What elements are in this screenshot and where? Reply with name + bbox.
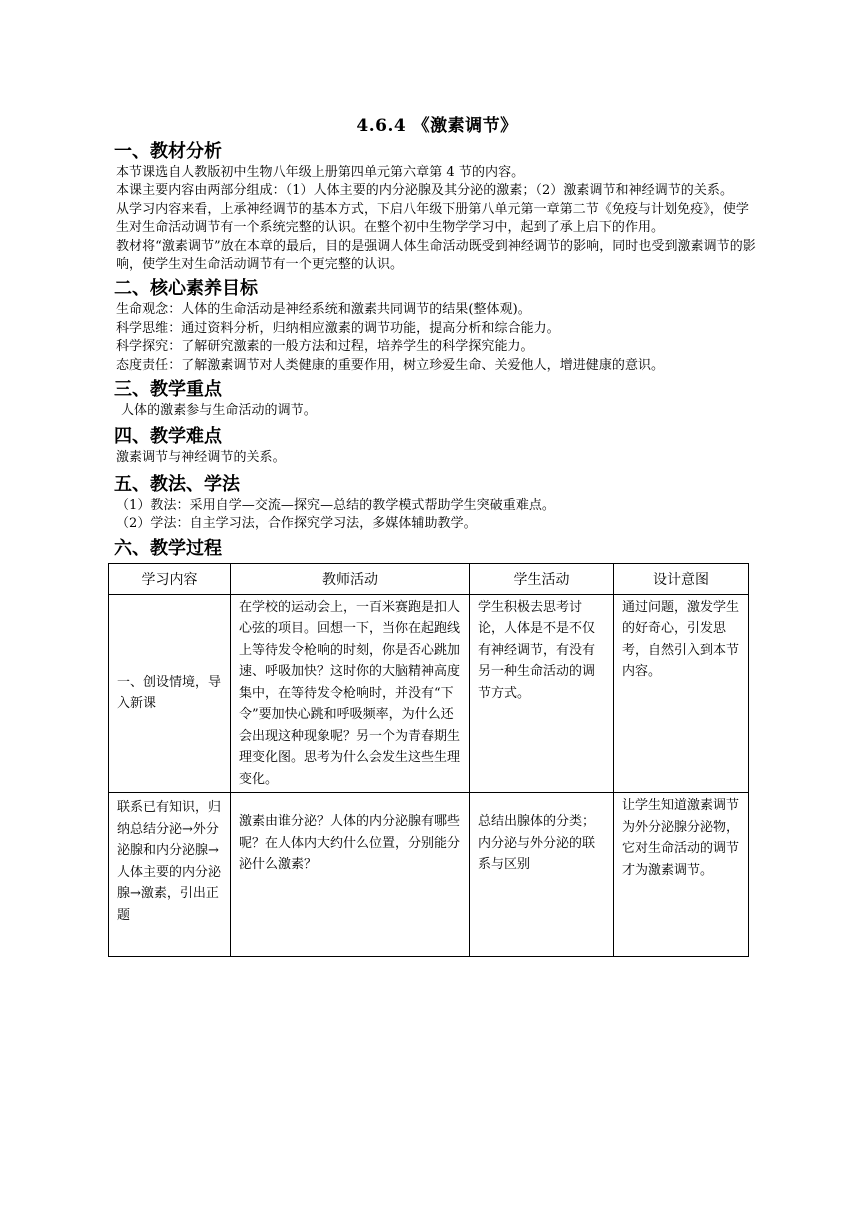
paragraph: （2）学法：自主学习法，合作探究学习法，多媒体辅助教学。	[116, 516, 477, 532]
paragraph: 教材将“激素调节”放在本章的最后，目的是强调人体生命活动既受到神经调节的影响，同时也受到激素调节的影响，使学生对生命活动调节有一个更完整的认识。	[116, 238, 756, 273]
table-cell-teacher: 激素由谁分泌？人体的内分泌腺有哪些呢？在人体内大约什么位置，分别能分泌什么激素？	[231, 793, 470, 957]
paragraph: 人体的激素参与生命活动的调节。	[121, 403, 317, 419]
paragraph: 本课主要内容由两部分组成：（1）人体主要的内分泌腺及其分泌的激素；（2）激素调节和神经调节的关系。	[116, 183, 733, 199]
table-row	[109, 793, 749, 957]
column-header: 教师活动	[231, 563, 470, 594]
section-heading-key-points: 三、教学重点	[114, 379, 222, 401]
paragraph: 态度责任：了解激素调节对人类健康的重要作用，树立珍爱生命、关爱他人，增进健康的意识。	[116, 357, 665, 373]
paragraph: （1）教法：采用自学—交流—探究—总结的教学模式帮助学生突破重难点。	[116, 497, 555, 513]
teaching-process-table	[108, 563, 749, 958]
section-heading-teaching-process: 六、教学过程	[114, 537, 222, 559]
table-cell-teacher: 在学校的运动会上，一百米赛跑是扣人心弦的项目。回想一下，当你在起跑线上等待发令枪响的时刻，你是否心跳加速、呼吸加快？这时你的大脑精神高度集中，在等待发令枪响时，并没有“下令”要加快心跳和呼吸频率，为什么还会出现这种现象呢？另一个为青春期生理变化图。思考为什么会发生这些生理变化。	[231, 594, 470, 793]
section-heading-textbook-analysis: 一、教材分析	[114, 141, 222, 162]
table-row	[109, 594, 749, 793]
table-cell-student: 学生积极去思考讨论，人体是不是不仅有神经调节，有没有另一种生命活动的调节方式。	[470, 594, 614, 793]
column-header: 学生活动	[470, 563, 614, 594]
table-cell-content: 一、创设情境，导入新课	[109, 594, 231, 793]
section-heading-difficult-points: 四、教学难点	[114, 426, 222, 448]
document-page	[116, 112, 756, 957]
paragraph: 生命观念：人体的生命活动是神经系统和激素共同调节的结果(整体观)。	[116, 302, 531, 318]
paragraph: 本节课选自人教版初中生物八年级上册第四单元第六章第 4 节的内容。	[116, 165, 525, 180]
column-header: 设计意图	[614, 563, 749, 594]
table-cell-intent: 让学生知道激素调节为外分泌腺分泌物，它对生命活动的调节才为激素调节。	[614, 793, 749, 957]
section-heading-core-goals: 二、核心素养目标	[114, 278, 258, 300]
document-title: 4.6.4 《激素调节》	[356, 116, 518, 136]
table-cell-student: 总结出腺体的分类；内分泌与外分泌的联系与区别	[470, 793, 614, 957]
section-heading-methods: 五、教法、学法	[114, 473, 240, 495]
paragraph: 科学探究：了解研究激素的一般方法和过程，培养学生的科学探究能力。	[116, 339, 534, 355]
table-cell-content: 联系已有知识，归纳总结分泌→外分泌腺和内分泌腺→人体主要的内分泌腺→激素，引出正题	[109, 793, 231, 957]
table-header-row	[109, 563, 749, 594]
table-cell-intent: 通过问题，激发学生的好奇心，引发思考，自然引入到本节内容。	[614, 594, 749, 793]
paragraph: 从学习内容来看，上承神经调节的基本方式，下启八年级下册第八单元第一章第二节《免疫与计划免疫》，使学生对生命活动调节有一个系统完整的认识。在整个初中生物学学习中，起到了承上启下的作用。	[116, 201, 749, 236]
column-header: 学习内容	[109, 563, 231, 594]
paragraph: 激素调节与神经调节的关系。	[116, 450, 286, 466]
paragraph: 科学思维：通过资料分析，归纳相应激素的调节功能，提高分析和综合能力。	[116, 320, 560, 336]
